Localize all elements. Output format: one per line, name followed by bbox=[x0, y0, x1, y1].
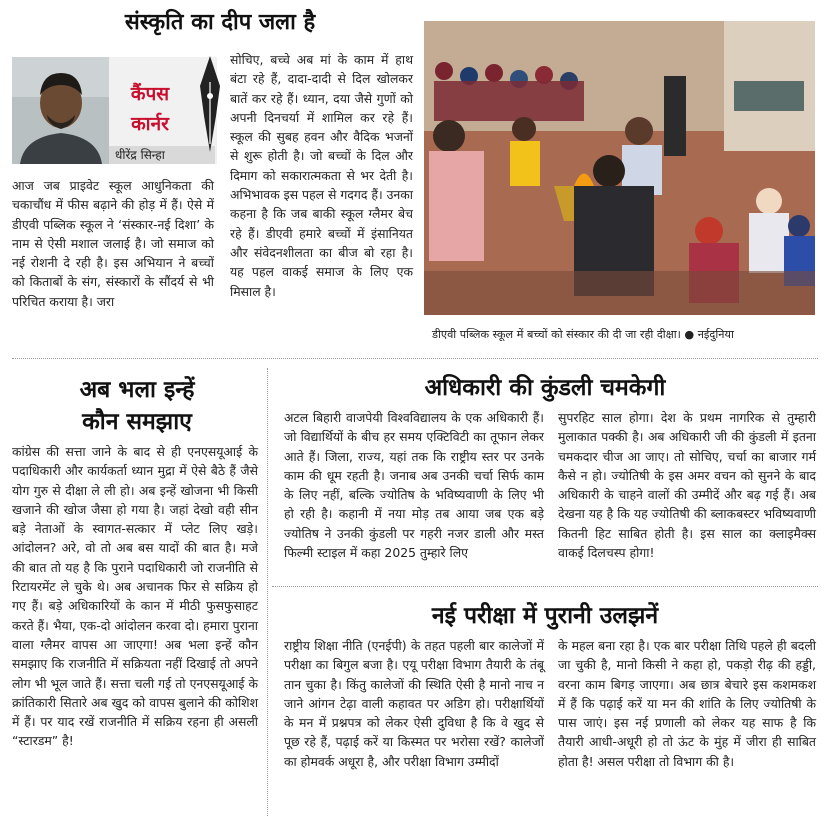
left-story-title-line2: कौन समझाए bbox=[82, 409, 192, 435]
kundli-story-title: अधिकारी की कुंडली चमकेगी bbox=[424, 375, 666, 401]
kundli-col1: अटल बिहारी वाजपेयी विश्वविद्यालय के एक अधिकारी हैं। जो विद्यार्थियों के बीच हर समय एक्टिविटी का तूफान लेकर आते हैं। जिला, राज्य, यहां तक कि राष्ट्रीय स्तर पर उनके काम की धूम रहती है। जनाब अब उनकी चर्चा सिर्फ काम के लिए नहीं, बल्कि ज्योतिष के भविष्यवाणी के लिए भी हो रही है। कहानी में नया मोड़ तब आया जब एक बड़े ज्योतिष ने उनकी कुंडली पर गहरी नजर डाली और मस्त फिल्मी स्टाइल में कहा 2025 तुम्हारे लिए bbox=[284, 410, 544, 561]
feature-col2: सोचिए, बच्चे अब मां के काम में हाथ बंटा रहे हैं, दादा-दादी से दिल खोलकर बातें कर रहे हैं। ध्यान, दया जैसे गुणों को अपनी दिनचर्या में शामिल कर रहे हैं। स्कूल की सुबह हवन और वैदिक भजनों से शुरू होती है। जो बच्चों के दिल और दिमाग को सकारात्मकता से भर देती है। अभिभावक इस पहल से गदगद हैं। उनका कहना है कि जब बाकी स्कूल ग्लैमर बेच रहे हैं। डीएवी हमारे बच्चों में इंसानियत और संवेदनशीलता का बीज बो रहा है। यह पहल वाकई समाज के लिए एक मिसाल है। bbox=[230, 52, 413, 299]
feature-title: संस्कृति का दीप जला है bbox=[124, 10, 316, 35]
left-story-title-line1: अब भला इन्हें bbox=[79, 377, 195, 403]
feature-col1: आज जब प्राइवेट स्कूल आधुनिकता की चकाचौंध में फीस बढ़ाने की होड़ में हैं। ऐसे में डीएवी पब्लिक स्कूल ने ‘संस्कार-नई दिशा’ के नाम से ऐसी मशाल जलाई है। जो समाज को नई रोशनी दे रही है। इस अभियान ने बच्चों को किताबों के संग, संस्कारों के सौंदर्य से भी परिचित कराया है। जरा bbox=[12, 178, 214, 309]
exam-story-title: नई परीक्षा में पुरानी उलझनें bbox=[431, 603, 659, 629]
column-label-line2: कार्नर bbox=[131, 113, 169, 135]
photo-caption: डीएवी पब्लिक स्कूल में बच्चों को संस्कार की दी जा रही दीक्षा। ● नईदुनिया bbox=[432, 328, 734, 341]
exam-col1: राष्ट्रीय शिक्षा नीति (एनईपी) के तहत पहली बार कालेजों में परीक्षा का बिगुल बजा है। एयू परीक्षा विभाग तैयारी के तंबू तान चुका है। किंतु कालेजों की स्थिति ऐसी है मानो नाच न जाने आंगन टेढ़ा वाली कहावत पर अडिग हो। परीक्षार्थियों के मन में प्रश्नपत्र को लेकर ऐसी दुविधा है कि वे खुद से पूछ रहे हैं, पढ़ाई करें या किस्मत पर भरोसा रखें? कालेजों का होमवर्क अधूरा है, और परीक्षा विभाग उम्मीदों bbox=[284, 638, 544, 769]
pen-nib-icon bbox=[190, 52, 230, 162]
author-photo bbox=[12, 57, 109, 164]
left-story-text: कांग्रेस की सत्ता जाने के बाद से ही एनएसयूआई के पदाधिकारी और कार्यकर्ता ध्यान मुद्रा में ऐसे बैठे हैं जैसे योग गुरु से दीक्षा ले ली हो। अब इन्हें खोजना भी किसी खजाने की खोज जैसा हो गया है। जहां देखो वही सीन बड़े नेताओं के स्वागत-सत्कार में प्लेट लिए खड़े। आंदोलन? अरे, वो तो अब बस यादों की बात है। मजे की बात तो यह है कि पुराने पदाधिकारी जो राजनीति से रिटायरमेंट ले चुके थे। अब अचानक फिर से सक्रिय हो गए हैं। बड़े अधिकारियों के कान में मीठी फुसफुसाहट करते हैं। भैया, एक-दो आंदोलन करवा दो। हमारा पुराना वाला ग्लैमर वापस आ जाएगा! अब भला इन्हें कौन समझाए कि राजनीति में सक्रियता नहीं दिखाई तो अपने लोग भी भूल जाते हैं। सत्ता चली गई तो एनएसयूआई के क्रांतिकारी सितारे अब खुद को वापस बुलाने की कोशिश में हैं। पर याद रखें राजनीति में सक्रिय रहना ही असली “स्टारडम” है! bbox=[12, 444, 258, 749]
right-stories-divider bbox=[272, 586, 818, 587]
exam-col2: के महल बना रहा है। एक बार परीक्षा तिथि पहले ही बदली जा चुकी है, मानो किसी ने कहा हो, पकड़ो रीढ़ की हड्डी, वरना काम बिगड़ जाएगा। अब छात्र बेचारे इस कशमकश में हैं कि पढ़ाई करें या मन की शांति के लिए ज्योतिषी के पास जाएं। इस नई प्रणाली को लेकर यह साफ है कि तैयारी आधी-अधूरी हो तो ऊंट के मुंह में जीरा ही साबित होता है! असल परीक्षा तो विभाग की है। bbox=[558, 638, 816, 769]
top-divider bbox=[12, 358, 818, 359]
kundli-col2: सुपरहिट साल होगा। देश के प्रथम नागरिक से तुम्हारी मुलाकात पक्की है। अब अधिकारी जी की कुंडली में इतना चमकदार चीज आ जाए। तो सोचिए, चर्चा का बाजार गर्म कैसे न हो। ज्योतिषी के इस अमर वचन को सुनने के बाद अधिकारी के चाहने वालों की उम्मीदें और बढ़ गई हैं। अब देखना यह है कि यह ज्योतिषी की ब्लाकबस्टर भविष्यवाणी कितनी हिट साबित होती है। इस साल का क्लाइमैक्स वाकई दिलचस्प होगा! bbox=[558, 410, 816, 561]
left-column-divider bbox=[267, 368, 268, 816]
havan-photo bbox=[424, 21, 815, 315]
author-name: धीरेंद्र सिन्हा bbox=[109, 146, 215, 164]
column-label-line1: कैंपस bbox=[130, 83, 170, 105]
